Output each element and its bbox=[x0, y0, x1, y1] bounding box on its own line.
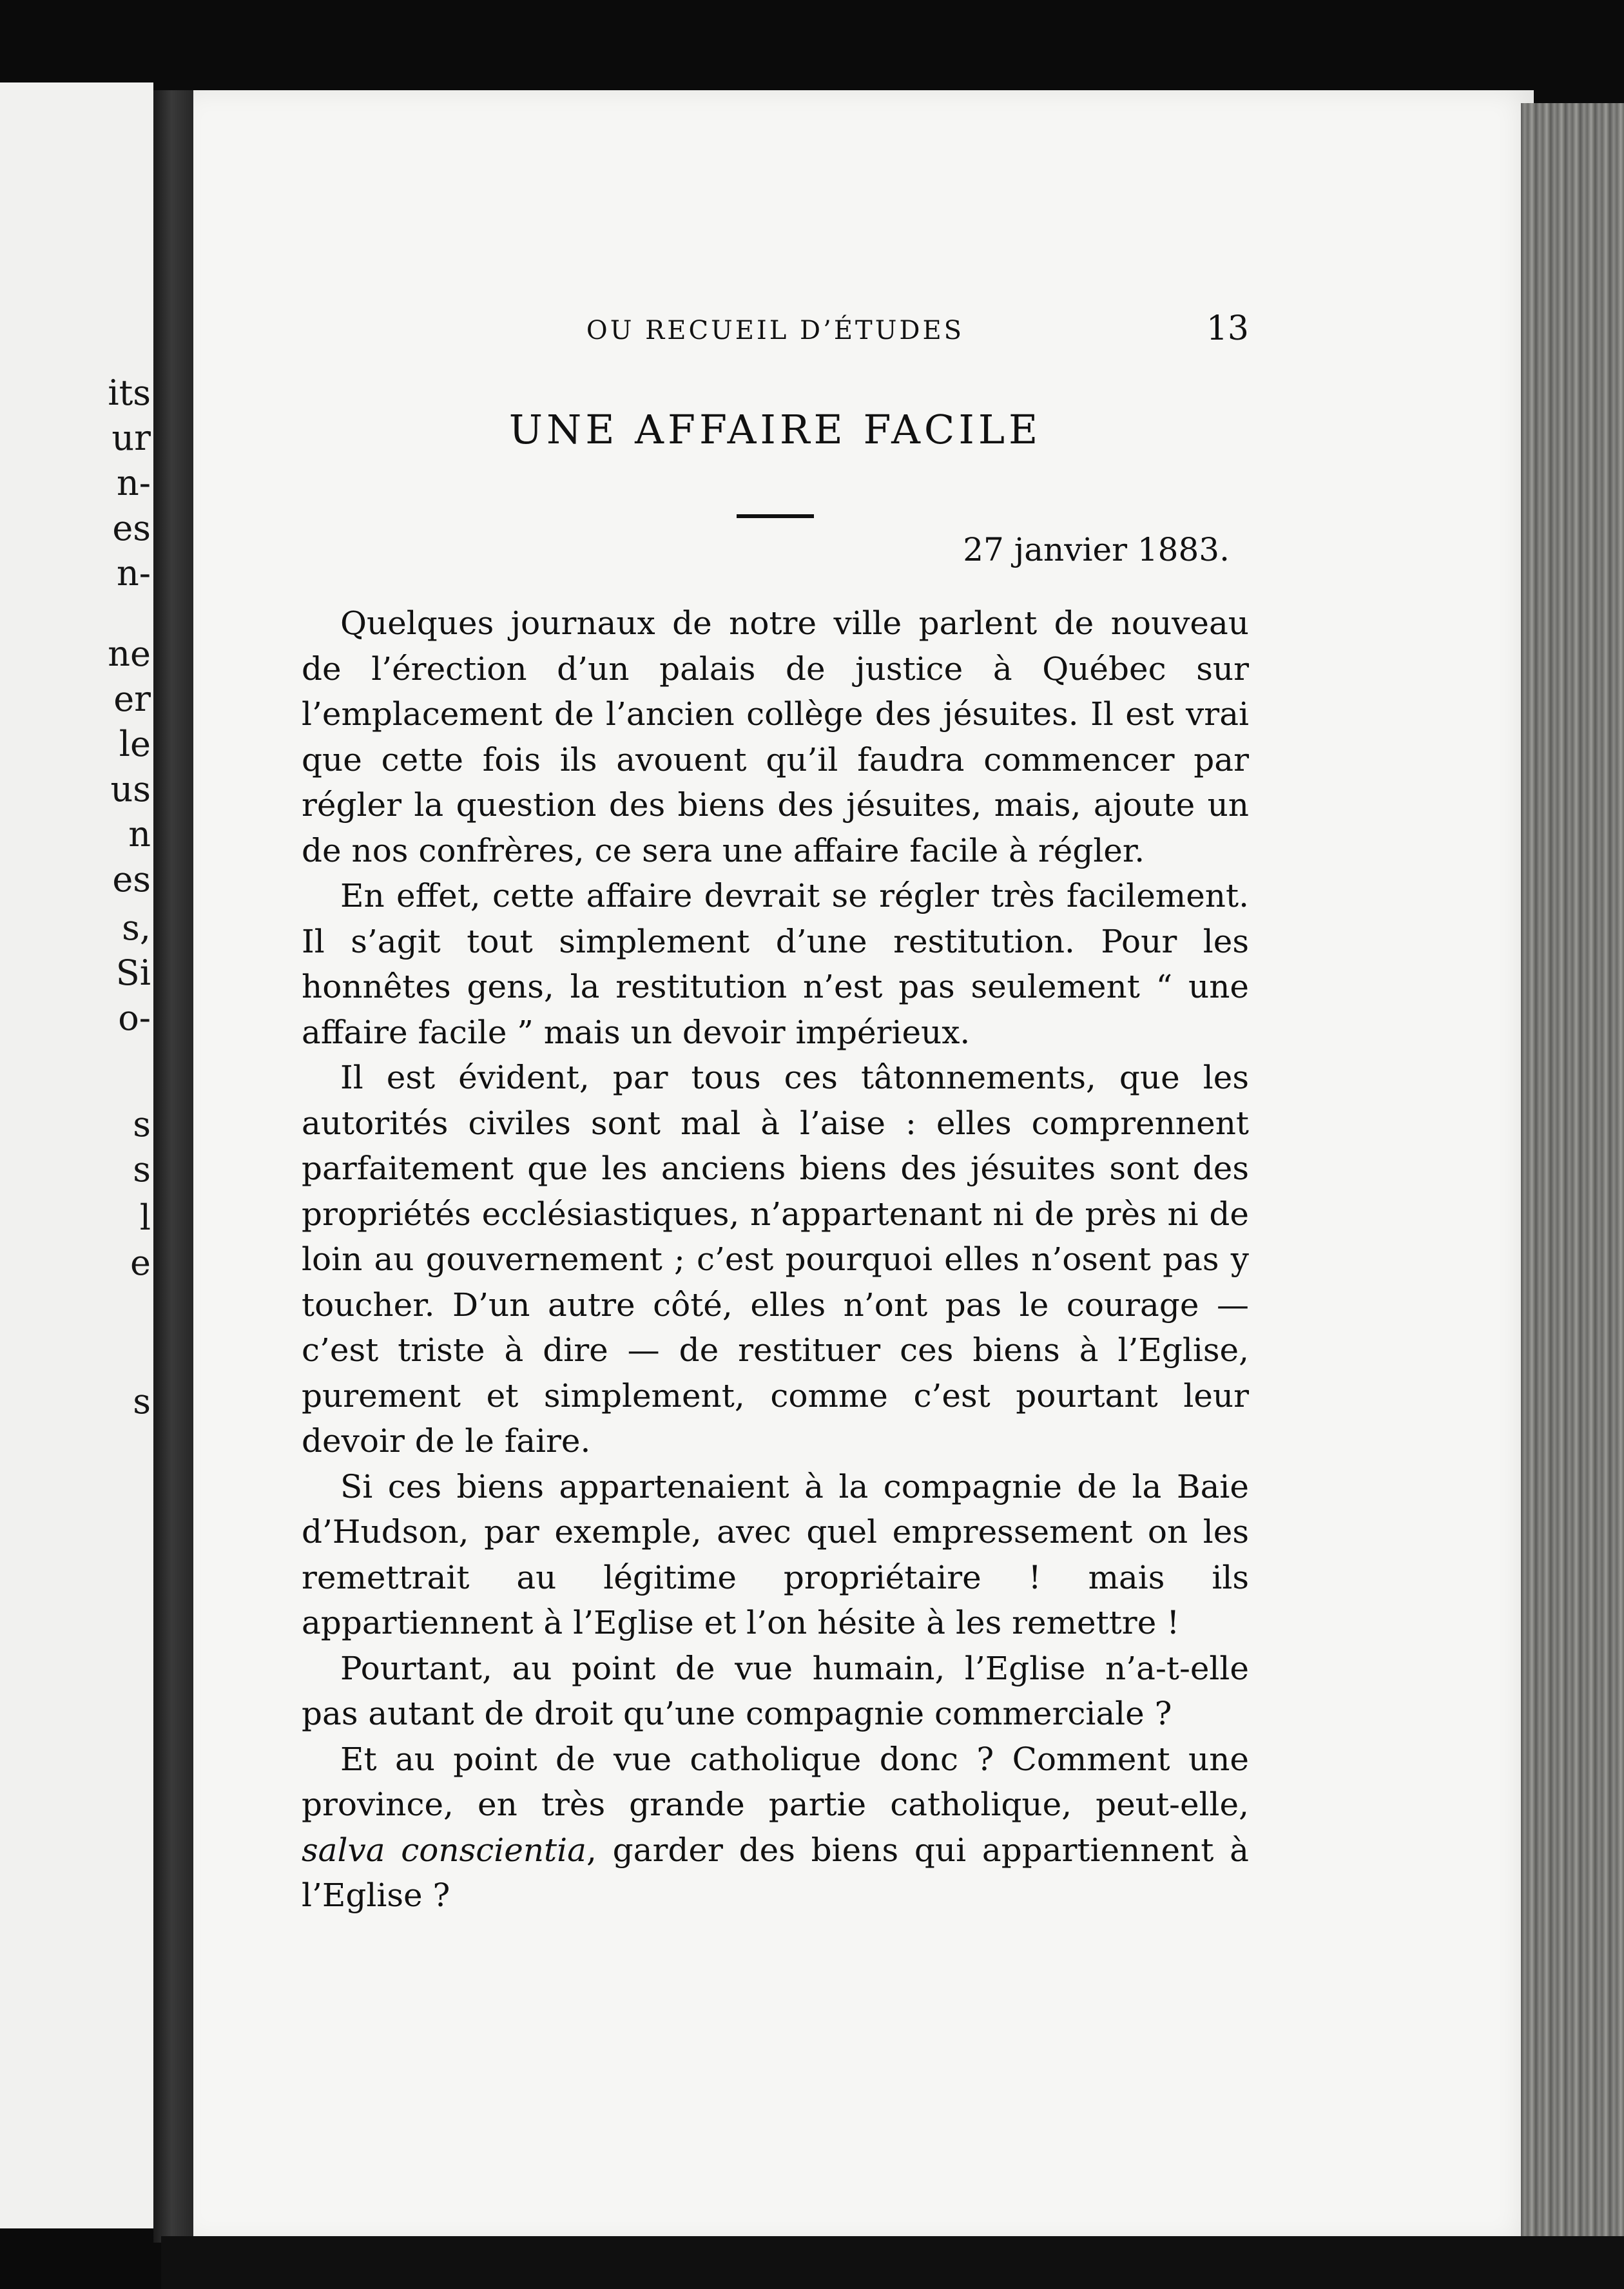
title-rule bbox=[737, 514, 814, 518]
left-page-fragment: n bbox=[128, 814, 151, 855]
paragraph-last bbox=[302, 1737, 1249, 1918]
page-number: 13 bbox=[1206, 309, 1249, 348]
italic-latin-phrase: salva conscientia bbox=[302, 1831, 586, 1869]
left-page-fragment: e bbox=[130, 1242, 151, 1283]
left-page-fragment: s, bbox=[122, 907, 151, 948]
bottom-shadow bbox=[161, 2236, 1624, 2289]
paragraph-text: , garder des biens qui appartiennent à l’Eglise ? bbox=[302, 1831, 1249, 1914]
left-page-fragment: es bbox=[112, 508, 151, 548]
dateline: 27 janvier 1883. bbox=[963, 531, 1230, 568]
page-edge-stack bbox=[1521, 103, 1624, 2236]
running-header bbox=[302, 303, 1249, 348]
left-page-fragment: its bbox=[108, 372, 151, 413]
left-page-fragment: l bbox=[139, 1197, 151, 1238]
left-page-fragment: er bbox=[113, 679, 151, 719]
left-page-fragment: ur bbox=[111, 418, 151, 458]
left-page-fragment: us bbox=[110, 769, 151, 809]
left-page-fragment: s bbox=[133, 1104, 151, 1144]
left-page-fragment: le bbox=[119, 724, 151, 764]
left-facing-page bbox=[0, 82, 153, 2228]
left-page-fragment: Si bbox=[115, 952, 151, 993]
article-body bbox=[302, 601, 1249, 1918]
book-spine-shadow bbox=[153, 90, 198, 2243]
left-page-fragment: ne bbox=[108, 633, 151, 674]
paragraph: Il est évident, par tous ces tâtonnements, que les autorités civiles sont mal à l’aise : elles comprennent parfaitement que les anciens biens des jésuites sont des propriétés ecclésiastiques, n’appartenant ni de près ni de loin au gouvernement ; c’est pourquoi elles n’osent pas y toucher. D’un autre côté, elles n’ont pas le courage — c’est triste à dire — de restituer ces biens à l’Eglise, purement et simplement, comme c’est pourtant leur devoir de le faire. bbox=[302, 1059, 1249, 1460]
paragraph: Si ces biens appartenaient à la compagnie de la Baie d’Hudson, par exemple, avec quel empressement on les remettrait au légitime propriétaire ! mais ils appartiennent à l’Eglise et l’on hésite à les remettre ! bbox=[302, 1467, 1249, 1641]
left-page-fragment: n- bbox=[116, 553, 151, 594]
paragraph: Quelques journaux de notre ville parlent de nouveau de l’érection d’un palais de justice à Québec sur l’emplacement de l’ancien collège des jésuites. Il est vrai que cette fois ils avouent qu’il faudra commencer par régler la question des biens des jésuites, mais, ajoute un de nos confrères, ce sera une affaire facile à régler. bbox=[302, 604, 1249, 869]
paragraph: Pourtant, au point de vue humain, l’Eglise n’a-t-elle pas autant de droit qu’une compagnie commerciale ? bbox=[302, 1649, 1249, 1732]
left-page-fragment: o- bbox=[118, 998, 151, 1038]
paragraph-text: Et au point de vue catholique donc ? Comment une province, en très grande partie catholique, peut-elle, bbox=[302, 1740, 1249, 1823]
left-page-fragment: n- bbox=[116, 463, 151, 503]
left-page-fragment: s bbox=[133, 1381, 151, 1422]
left-page-fragment: es bbox=[112, 859, 151, 900]
page-text-block bbox=[302, 303, 1249, 1918]
article-title: UNE AFFAIRE FACILE bbox=[508, 406, 1042, 453]
left-page-fragment: s bbox=[133, 1149, 151, 1190]
running-head-title: OU RECUEIL D’ÉTUDES bbox=[586, 316, 965, 345]
paragraph: En effet, cette affaire devrait se régler très facilement. Il s’agit tout simplement d’une restitution. Pour les honnêtes gens, la restitution n’est pas seulement “ une affaire facile ” mais un devoir impérieux. bbox=[302, 877, 1249, 1051]
